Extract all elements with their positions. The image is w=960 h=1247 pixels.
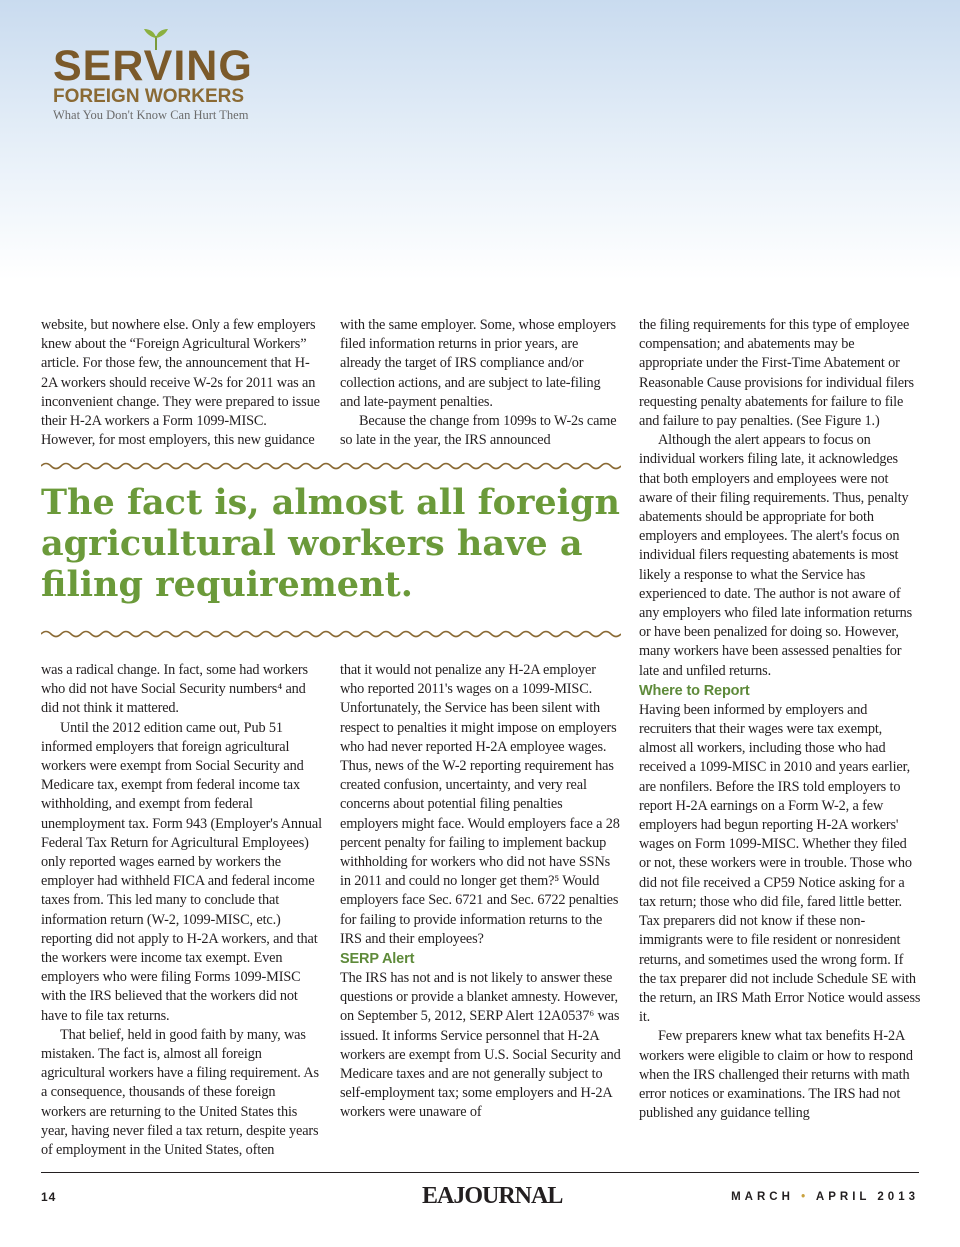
footer-rule (41, 1172, 919, 1173)
paragraph: Until the 2012 edition came out, Pub 51 informed employers that foreign agricultural workers were exempt from Social Security and Medicare tax, exempt from federal income tax withholding, and exempt from federal unemployment tax. Form 943 (Employer's Annual Federal Tax Return for Agricultural Employees) only reported wages earned by workers the employer had withheld FICA and federal income taxes from. This led many to conclude that information return (W-2, 1099-MISC, etc.) reporting did not apply to H-2A workers, and that the workers were income tax exempt. Even employers who were filing Forms 1099-MISC with the IRS believed that the workers did not have to file tax returns. (41, 719, 322, 1024)
paragraph: Because the change from 1099s to W-2s came so late in the year, the IRS announced (340, 413, 617, 449)
section-heading: Where to Report (639, 682, 750, 699)
paragraph: Few preparers knew what tax benefits H-2A workers were eligible to claim or how to respond when the IRS challenged their returns with math error notices or examinations. The IRS had not published any guidance telling (639, 1028, 913, 1122)
logo-foreign-workers: FOREIGN WORKERS (53, 86, 245, 107)
logo-serving (53, 44, 253, 88)
paragraph: was a radical change. In fact, some had workers who did not have Social Security numbers⁴ and did not think it mattered. (41, 662, 308, 717)
logo-serving-text: SERVING (53, 42, 253, 90)
wave-divider-bottom (41, 629, 621, 639)
column-2-top (340, 316, 622, 450)
paragraph: Having been informed by employers and recruiters that their wages were tax exempt, almost all workers, including those who had received a 1099-MISC in 2010 and years earlier, are nonfilers. Before the IRS told employers to report H-2A earnings on a Form W-2, a few employers had begun reporting H-2A workers' wages on Form 1099-MISC. Whether they filed or not, these workers were in trouble. Those who did not file received a CP59 Notice asking for a tax return; those who did file, fared little better. Tax preparers did not know if these non-immigrants were to file resident or nonresident returns, and sometimes used the wrong form. If the tax preparer did not include Schedule SE with the return, an IRS Math Error Notice would assess it. (639, 701, 921, 1026)
journal-logo: EAJOURNAL (422, 1183, 563, 1209)
column-3 (639, 316, 921, 1123)
wave-divider-top (41, 461, 621, 471)
paragraph: website, but nowhere else. Only a few employers knew about the “Foreign Agricultural Workers” article. For those few, the announcement that H-2A workers should receive W-2s for 2011 was an inconvenient change. They were prepared to issue their H-2A workers a Form 1099-MISC. However, for most employers, this new guidance (41, 317, 320, 449)
issue-date (731, 1191, 919, 1203)
sprout-icon (141, 28, 171, 50)
paragraph: the filing requirements for this type of employee compensation; and abatements may be appropriate under the First-Time Abatement or Reasonable Cause provisions for individual filers requesting penalty abatements for failure to file and failure to pay penalties. (See Figure 1.) (639, 317, 914, 430)
page-number: 14 (41, 1190, 57, 1204)
issue-separator: • (801, 1191, 810, 1203)
paragraph: The IRS has not and is not likely to answer these questions or provide a blanket amnesty. However, on September 5, 2012, SERP Alert 12A0537⁶ was issued. It informs Service personnel that H-2A workers are exempt from U.S. Social Security and Medicare taxes and are not generally subject to self-employment tax; some employers and H-2A workers were unaware of (340, 970, 621, 1121)
paragraph: That belief, held in good faith by many, was mistaken. The fact is, almost all foreign agricultural workers have a filing requirement. As a consequence, thousands of these foreign workers are returning to the United States this year, having never filed a tax return, despite years of employment in the United States, often (41, 1026, 319, 1159)
issue-month-1: MARCH (731, 1191, 794, 1203)
issue-month-2: APRIL 2013 (815, 1191, 919, 1203)
column-2-bottom (340, 661, 622, 1123)
logo-tagline: What You Don't Know Can Hurt Them (53, 108, 249, 122)
column-1-top (41, 316, 323, 450)
paragraph: with the same employer. Some, whose employers filed information returns in prior years, are already the target of IRS compliance and/or collection actions, and are subject to late-filing and late-payment penalties. (340, 317, 616, 410)
pull-quote: The fact is, almost all foreign agricultural workers have a filing requirement. (41, 482, 620, 605)
section-heading: SERP Alert (340, 951, 415, 968)
column-1-bottom (41, 661, 323, 1160)
magazine-header (53, 36, 253, 123)
paragraph: that it would not penalize any H-2A employer who reported 2011's wages on a 1099-MISC. Unfortunately, the Service has been silent with respect to penalties it might impose on employers who had never reported H-2A employee wages. Thus, news of the W-2 reporting requirement has created confusion, uncertainty, and very real concerns about potential filing penalties employers might face. Would employers face a 28 percent penalty for failing to implement backup withholding for workers who did not have SSNs in 2011 and could no longer get them?⁵ Would employers face Sec. 6721 and Sec. 6722 penalties for failing to provide information returns to the IRS and their employees? (340, 662, 620, 947)
paragraph: Although the alert appears to focus on individual workers filing late, it acknowledges that both employers and employees were not aware of their filing requirements. Thus, penalty abatements should be appropriate for both employers and employees. The alert's focus on individual filers requesting abatements is most likely a response to what the Service has experienced to date. The author is not aware of any employers who filed late information returns or have been penalized for doing so. However, many workers have been assessed penalties for late and unfiled returns. (639, 432, 913, 679)
